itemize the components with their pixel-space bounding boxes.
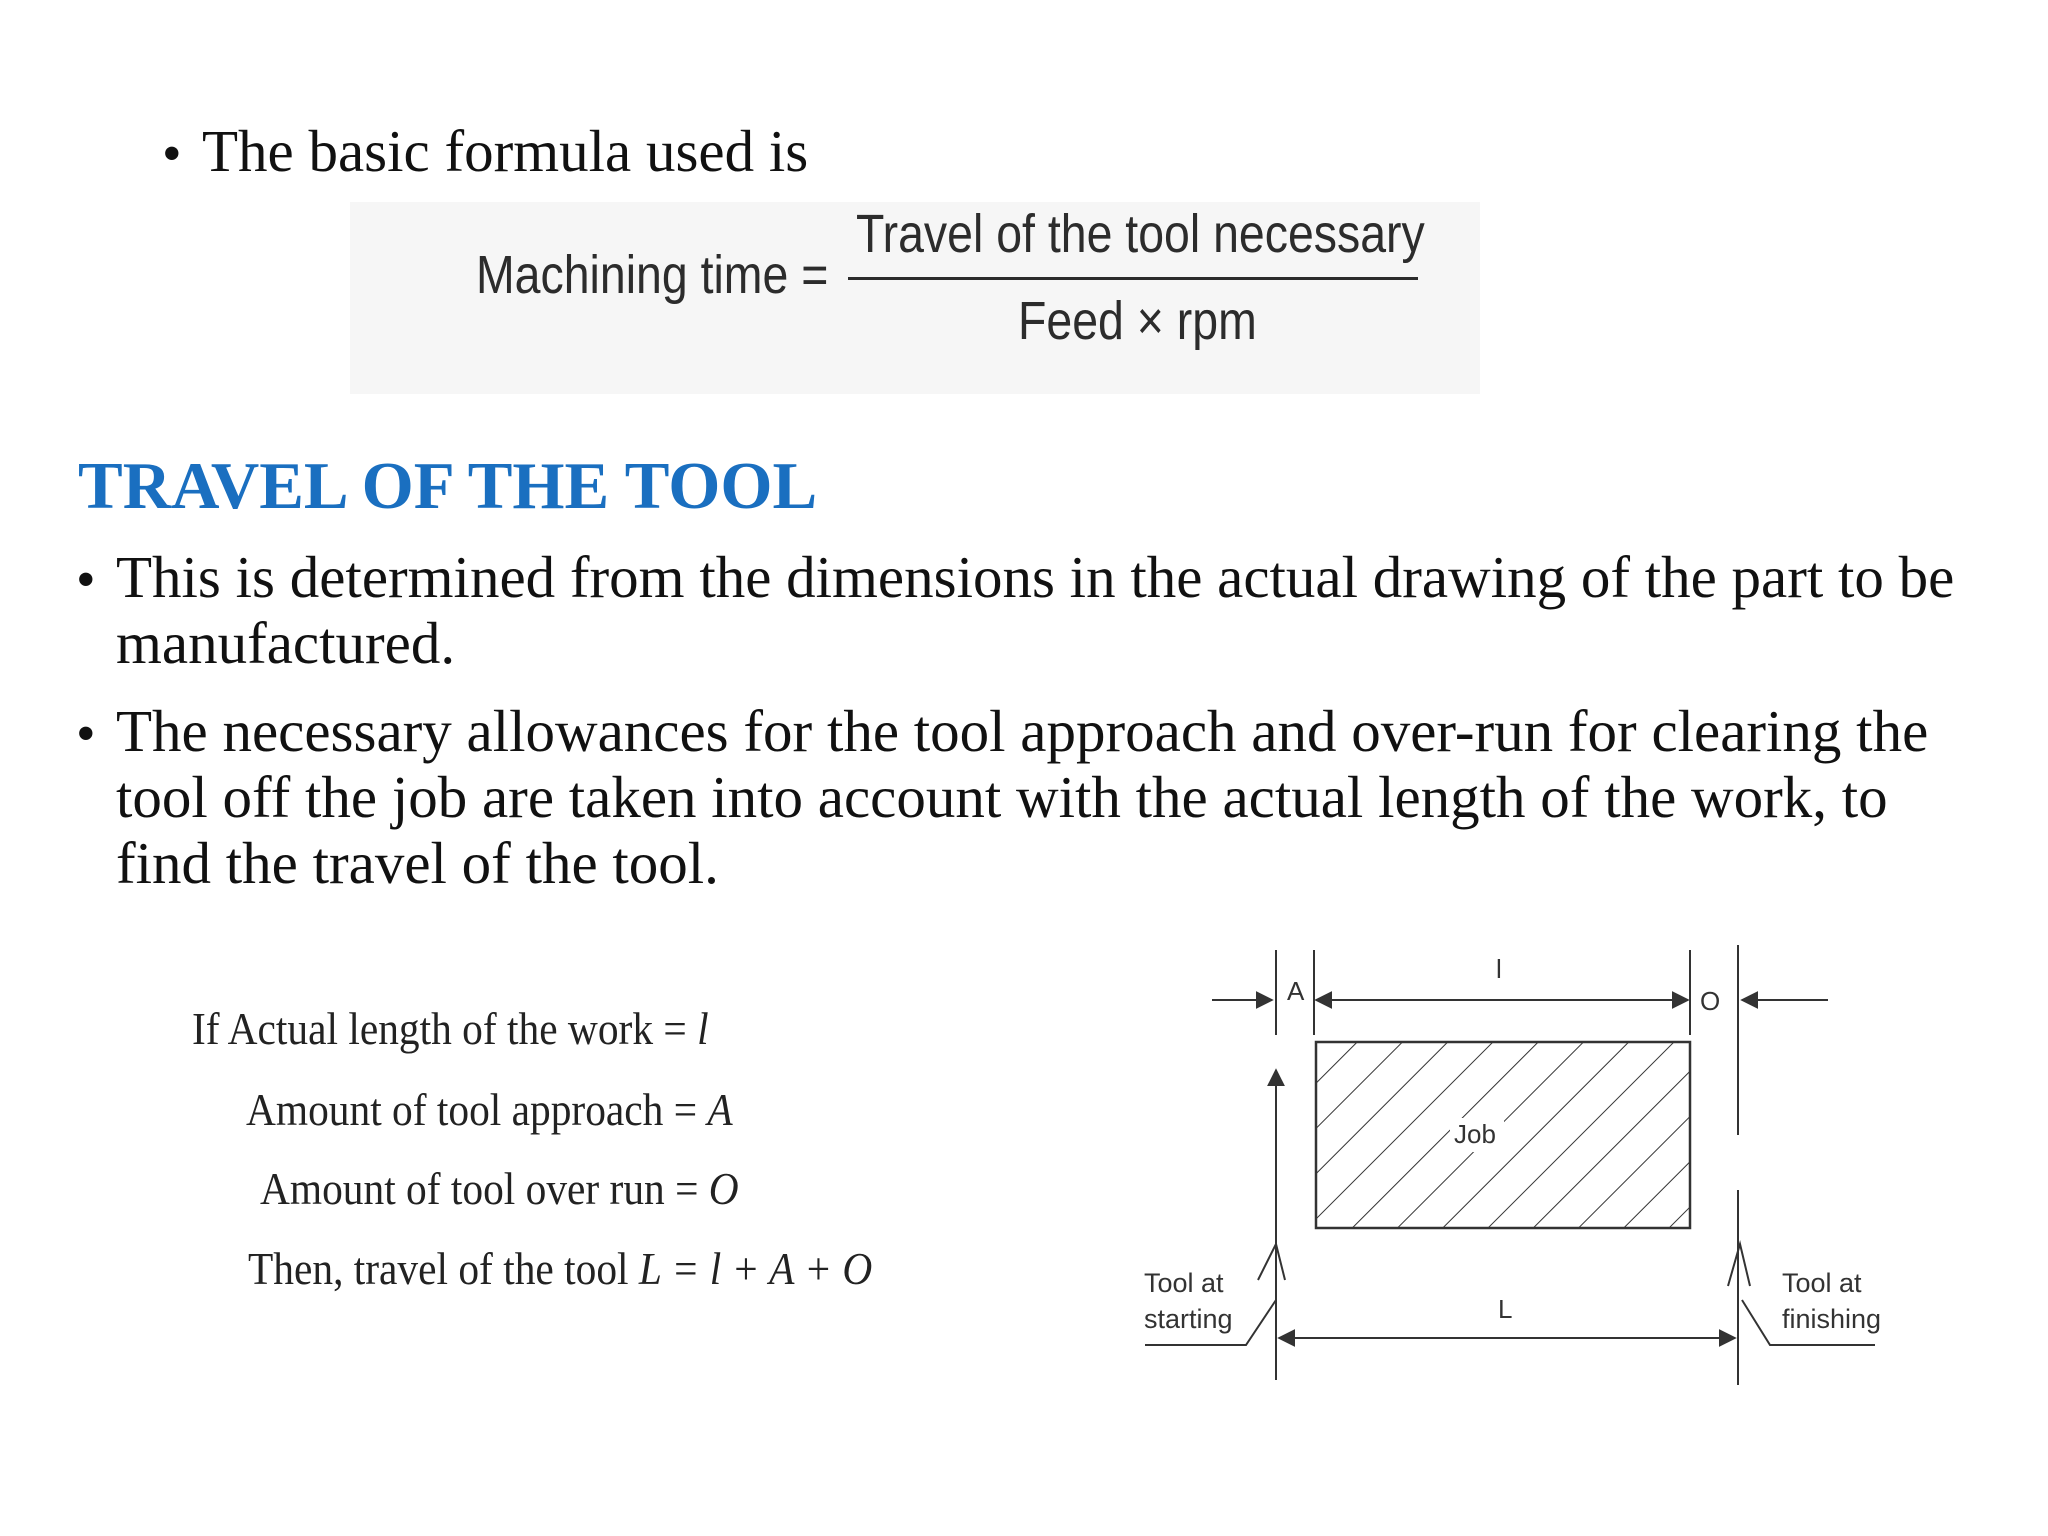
bullet-marker: •	[76, 549, 96, 611]
label-job: Job	[1454, 1119, 1496, 1149]
tool-finish-label-line-1: Tool at	[1782, 1268, 1862, 1298]
tool-start-label-line-2: starting	[1144, 1304, 1233, 1334]
fraction-bar	[848, 277, 1418, 280]
bullet-marker: •	[162, 123, 182, 185]
tool-travel-diagram	[1100, 920, 1900, 1420]
formula-denominator: Feed × rpm	[1018, 291, 1257, 351]
bullet-1-line-1: This is determined from the dimensions in the actual drawing of the part to be	[116, 544, 1955, 610]
formula-numerator: Travel of the tool necessary	[856, 204, 1425, 264]
label-A: A	[1287, 976, 1305, 1006]
bullet-1-line-2: manufactured.	[116, 610, 456, 676]
equation-approach: Amount of tool approach = A	[246, 1084, 733, 1135]
bullet-2-line-2: tool off the job are taken into account with the actual length of the work, to	[116, 764, 1888, 830]
equation-actual-length: If Actual length of the work = l	[192, 1003, 709, 1054]
equation-over-run: Amount of tool over run = O	[260, 1163, 739, 1214]
label-O: O	[1700, 986, 1721, 1016]
equation-travel: Then, travel of the tool L = l + A + O	[248, 1243, 873, 1294]
tool-finish-label-line-2: finishing	[1782, 1304, 1882, 1334]
bullet-2-line-1: The necessary allowances for the tool approach and over-run for clearing the	[116, 698, 1929, 764]
intro-text: The basic formula used is	[202, 118, 809, 184]
bullet-marker: •	[76, 703, 96, 765]
bullet-2-line-3: find the travel of the tool.	[116, 830, 719, 896]
label-l: l	[1496, 954, 1502, 984]
section-heading: TRAVEL OF THE TOOL	[78, 449, 818, 523]
tool-start-label-line-1: Tool at	[1144, 1268, 1224, 1298]
formula-lhs: Machining time =	[476, 245, 829, 305]
tool-start-icon	[1258, 1244, 1285, 1280]
label-L: L	[1498, 1294, 1513, 1324]
